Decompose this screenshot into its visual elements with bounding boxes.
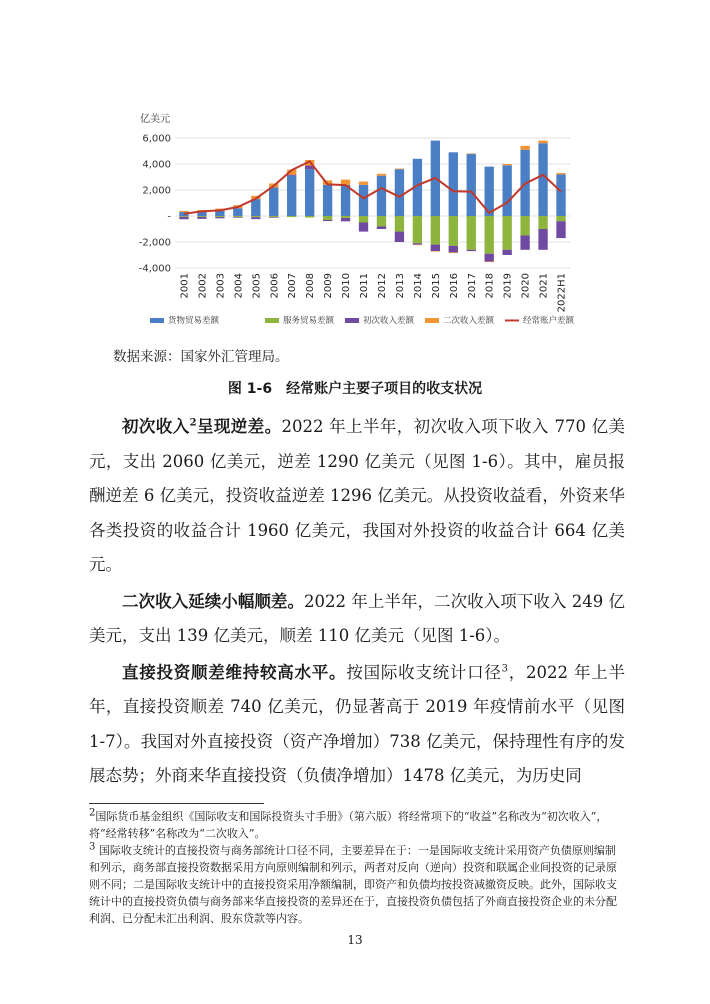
bar-初次收入差额 (341, 218, 350, 221)
bar-初次收入差额 (467, 250, 476, 251)
bar-初次收入差额 (538, 229, 547, 250)
bar-服务贸易差额 (269, 216, 278, 217)
bar-初次收入差额 (395, 232, 404, 242)
x-tick-label: 2005 (251, 273, 263, 299)
bar-服务贸易差额 (323, 216, 332, 220)
bar-货物贸易差额 (359, 185, 368, 216)
bar-服务贸易差额 (520, 216, 529, 236)
bar-初次收入差额 (359, 223, 368, 232)
x-tick-label: 2017 (466, 273, 478, 299)
x-tick-label: 2022H1 (556, 273, 568, 313)
legend-swatch (265, 318, 279, 323)
bar-二次收入差额 (413, 245, 422, 246)
legend-label: 货物贸易差额 (168, 316, 220, 326)
bar-货物贸易差额 (467, 154, 476, 216)
bar-服务贸易差额 (251, 216, 260, 217)
bar-货物贸易差额 (538, 143, 547, 216)
x-tick-label: 2019 (502, 273, 514, 299)
paragraph-secondary-income: 二次收入延续小幅顺差。2022 年上半年，二次收入项下收入 249 亿美元，支出 139 亿美元，顺差 110 亿美元（见图 1-6）。 (89, 591, 625, 645)
x-tick-label: 2021 (538, 273, 550, 299)
bar-货物贸易差额 (395, 169, 404, 216)
bar-二次收入差额 (485, 262, 494, 263)
bar-初次收入差额 (413, 243, 422, 244)
x-tick-label: 2013 (394, 273, 406, 299)
footnote-2: $^2$国际货币基金组织《国际收支和国际投资头寸手册》（第六版）将经常项下的“收益”名称改为“初次收入”，将“经常转移”名称改为“二次收入”。 (89, 807, 608, 840)
y-unit-label: 亿美元 (140, 114, 170, 125)
bar-初次收入差额 (431, 245, 440, 252)
bar-货物贸易差额 (449, 152, 458, 216)
y-tick-label: 4,000 (142, 159, 171, 171)
bar-货物贸易差额 (323, 185, 332, 216)
bar-服务贸易差额 (179, 216, 188, 217)
legend-label: 经常账户差额 (523, 316, 575, 326)
x-tick-label: 2015 (430, 273, 442, 299)
x-tick-label: 2010 (341, 273, 353, 299)
bar-服务贸易差额 (413, 216, 422, 243)
source-note: 数据来源：国家外汇管理局。 (113, 349, 289, 365)
bar-服务贸易差额 (215, 216, 224, 217)
x-tick-label: 2009 (323, 273, 335, 299)
paragraph-primary-income: 初次收入$^2$呈现逆差。2022 年上半年，初次收入项下收入 770 亿美元，支出 2060 亿美元，逆差 1290 亿美元（见图 1-6）。其中，雇员报酬逆差 6 亿美元，投资收益逆差 1296 亿美元。从投资收益看，外资来华各类投资的收益合计 1960 亿美元，我国对外投资的收益合计 664 亿美元。 (89, 417, 626, 574)
x-tick-label: 2001 (179, 273, 191, 299)
bar-初次收入差额 (233, 217, 242, 218)
legend-swatch (150, 318, 164, 323)
bar-初次收入差额 (197, 217, 206, 219)
bar-初次收入差额 (287, 175, 296, 176)
x-tick-label: 2004 (233, 273, 245, 299)
x-tick-label: 2002 (197, 273, 209, 299)
x-tick-label: 2016 (448, 273, 460, 299)
bar-二次收入差额 (179, 211, 188, 212)
bar-二次收入差额 (377, 174, 386, 176)
bar-货物贸易差额 (233, 208, 242, 216)
bar-服务贸易差额 (341, 216, 350, 218)
bar-服务贸易差额 (395, 216, 404, 232)
footnote-3: $^3$ 国际收支统计的直接投资与商务部统计口径不同，主要差异在于：一是国际收支统计采用资产负债原则编制和列示，商务部直接投资数据采用方向原则编制和列示，两者对反向（逆向）投资和联属企业间投资的记录原则不同；二是国际收支统计中的直接投资采用净额编制，即资产和负债均按投资减撤资反映。此外，国际收支统计中的直接投资负债与商务部来华直接投资的差异还在于，直接投资负债包括了外商直接投资企业的未分配利润、已分配未汇出利润、股东贷款等内容。 (89, 841, 617, 925)
bar-初次收入差额 (251, 217, 260, 219)
bar-服务贸易差额 (197, 216, 206, 217)
legend-swatch (345, 318, 359, 323)
bar-初次收入差额 (449, 246, 458, 253)
bar-二次收入差额 (359, 182, 368, 185)
bar-二次收入差额 (538, 141, 547, 144)
bar-初次收入差额 (485, 254, 494, 262)
bar-二次收入差额 (467, 154, 476, 155)
bar-服务贸易差额 (485, 216, 494, 254)
x-tick-label: 2014 (412, 273, 424, 299)
bar-货物贸易差额 (305, 169, 314, 216)
legend-swatch (425, 318, 439, 323)
bar-服务贸易差额 (377, 216, 386, 226)
footnote-rule (89, 803, 264, 804)
bar-货物贸易差额 (556, 174, 565, 216)
bar-服务贸易差额 (431, 216, 440, 245)
bar-初次收入差额 (377, 226, 386, 229)
bar-服务贸易差额 (449, 216, 458, 246)
current-account-chart (120, 108, 600, 336)
x-tick-label: 2018 (484, 273, 496, 299)
bar-服务贸易差额 (502, 216, 511, 250)
bar-货物贸易差额 (287, 176, 296, 216)
x-tick-label: 2011 (359, 273, 371, 299)
body-text (89, 410, 625, 796)
bar-二次收入差额 (556, 173, 565, 174)
legend-label: 服务贸易差额 (283, 316, 335, 326)
bar-货物贸易差额 (269, 187, 278, 216)
x-tick-label: 2006 (269, 273, 281, 299)
x-tick-label: 2007 (287, 273, 299, 299)
bar-初次收入差额 (215, 217, 224, 218)
paragraph-heading: 直接投资顺差维持较高水平。 (122, 662, 347, 682)
figure-caption: 图 1-6 经常账户主要子项目的收支状况 (227, 381, 483, 397)
y-tick-label: 2,000 (142, 185, 171, 197)
bar-服务贸易差额 (538, 216, 547, 229)
y-tick-label: -4,000 (138, 263, 171, 275)
bar-服务贸易差额 (556, 216, 565, 221)
paragraph-heading: 初次收入$^2$呈现逆差。 (122, 417, 282, 436)
paragraph-direct-investment: 直接投资顺差维持较高水平。按国际收支统计口径$^3$，2022 年上半年，直接投资顺差 740 亿美元，仍显著高于 2019 年疫情前水平（见图 1-7）。我国对外直接投资（资产净增加）738 亿美元，保持理性有序的发展态势；外商来华直接投资（负债净增加）1478 亿美元，为历史同 (89, 662, 625, 785)
bar-服务贸易差额 (359, 216, 368, 223)
bar-二次收入差额 (502, 164, 511, 165)
bar-二次收入差额 (395, 169, 404, 170)
bar-初次收入差额 (502, 250, 511, 255)
page-number: 13 (347, 933, 363, 947)
bar-初次收入差额 (520, 236, 529, 250)
bar-二次收入差额 (431, 251, 440, 252)
bar-服务贸易差额 (233, 216, 242, 217)
x-tick-label: 2020 (520, 273, 532, 299)
bar-初次收入差额 (323, 220, 332, 221)
legend-label: 二次收入差额 (443, 316, 495, 326)
footnote-ref: 2 (189, 417, 197, 429)
bar-服务贸易差额 (287, 216, 296, 217)
bar-初次收入差额 (179, 217, 188, 219)
y-tick-label: 6,000 (142, 133, 171, 145)
x-tick-label: 2003 (215, 273, 227, 299)
footnote-ref: 3 (501, 663, 508, 674)
x-tick-label: 2012 (376, 273, 388, 299)
bar-初次收入差额 (269, 217, 278, 218)
footnotes (89, 808, 625, 927)
bar-二次收入差额 (520, 146, 529, 150)
bar-货物贸易差额 (251, 199, 260, 216)
y-tick-label: - (167, 211, 171, 223)
bar-货物贸易差额 (377, 176, 386, 216)
bar-初次收入差额 (556, 221, 565, 238)
y-tick-label: -2,000 (138, 237, 171, 249)
legend-label: 初次收入差额 (363, 316, 415, 326)
bar-货物贸易差额 (502, 165, 511, 216)
paragraph-heading: 二次收入延续小幅顺差。 (122, 591, 305, 611)
x-tick-label: 2008 (305, 273, 317, 299)
bar-服务贸易差额 (305, 216, 314, 218)
bar-服务贸易差额 (467, 216, 476, 250)
bar-二次收入差额 (449, 252, 458, 253)
bar-货物贸易差额 (341, 185, 350, 216)
